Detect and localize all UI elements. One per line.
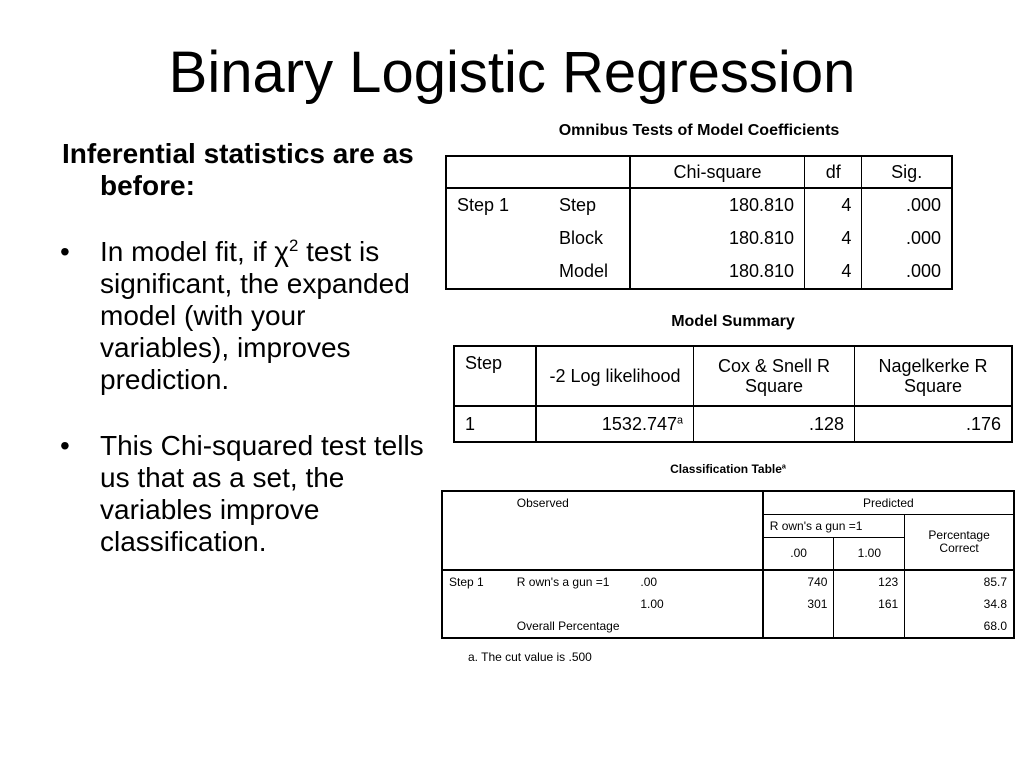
classification-caption <box>441 462 1015 476</box>
bullet-superscript: 2 <box>289 235 299 255</box>
slide-title: Binary Logistic Regression <box>168 40 856 105</box>
footnote: a. The cut value is .500 <box>468 650 592 664</box>
percentage-value: 34.8 <box>905 593 1014 615</box>
count-col-0: 301 <box>763 593 834 615</box>
empty-cell <box>763 615 834 638</box>
header-empty-cell <box>634 491 762 515</box>
bullet-item-model-fit <box>62 236 432 396</box>
table-row <box>442 593 1014 615</box>
header-cox-snell: Cox & Snell R Square <box>694 346 855 406</box>
table-header-row <box>442 515 1014 538</box>
bullet-text: This Chi-squared test tells us that as a set, the variables improve classification. <box>100 430 424 557</box>
empty-cell <box>511 593 635 615</box>
header-chi-square: Chi-square <box>630 156 805 188</box>
count-col-1: 161 <box>834 593 905 615</box>
empty-cell <box>442 593 511 615</box>
table-row <box>446 255 952 289</box>
table-header-row <box>442 491 1014 515</box>
omnibus-table <box>445 155 953 290</box>
step-label: Step 1 <box>457 195 510 215</box>
row-label: Model <box>549 255 630 289</box>
bullet-text-post: test is significant, the expanded model (with your variables), improves prediction. <box>100 236 410 395</box>
section-heading: Inferential statistics are as before: <box>62 138 414 201</box>
classification-caption-text: Classification Table <box>670 462 782 476</box>
footnote-marker: a <box>781 461 786 471</box>
empty-cell <box>446 255 549 289</box>
table-header-row <box>446 156 952 188</box>
row-label: Step <box>549 188 630 222</box>
percentage-value: 85.7 <box>905 570 1014 593</box>
table-header-row <box>454 346 1012 406</box>
table-row <box>446 222 952 255</box>
table-row <box>454 406 1012 442</box>
header-sig: Sig. <box>862 156 952 188</box>
count-col-0: 740 <box>763 570 834 593</box>
header-variable: R own's a gun =1 <box>763 515 905 538</box>
sig-value: .000 <box>905 228 941 248</box>
empty-cell <box>511 538 635 570</box>
step-value: 1 <box>454 406 536 442</box>
sig-value: .000 <box>905 195 941 215</box>
df-value: 4 <box>805 222 862 255</box>
cox-snell-value: .128 <box>694 406 855 442</box>
model-summary-table <box>453 345 1013 443</box>
value-label: .00 <box>640 574 658 589</box>
bullet-list <box>62 236 432 558</box>
overall-label: Overall Percentage <box>516 618 620 633</box>
sig-value: .000 <box>905 261 941 281</box>
empty-cell <box>442 515 511 538</box>
header-nagelkerke: Nagelkerke R Square <box>855 346 1013 406</box>
empty-cell <box>834 615 905 638</box>
header-observed: Observed <box>516 496 569 511</box>
empty-cell <box>511 515 635 538</box>
table-row <box>446 188 952 222</box>
header-df: df <box>805 156 862 188</box>
overall-percentage-value: 68.0 <box>905 615 1014 638</box>
count-col-1: 123 <box>834 570 905 593</box>
empty-cell <box>634 515 762 538</box>
log-likelihood-value <box>536 406 694 442</box>
bullet-dot: • <box>60 236 70 267</box>
chi-square-value: 180.810 <box>630 222 805 255</box>
classification-table <box>441 490 1015 639</box>
table-row <box>442 570 1014 593</box>
empty-cell <box>442 615 511 638</box>
header-step: Step <box>454 346 536 406</box>
empty-cell <box>442 538 511 570</box>
value-label: 1.00 <box>640 596 664 611</box>
header-predicted: Predicted <box>763 491 1014 515</box>
header-log-likelihood: -2 Log likelihood <box>536 346 694 406</box>
nagelkerke-value: .176 <box>965 413 1001 434</box>
header-empty-cell <box>442 491 511 515</box>
empty-cell <box>634 538 762 570</box>
log-likelihood-number: 1532.747 <box>601 413 677 434</box>
footnote-marker: a <box>676 414 683 427</box>
model-summary-caption: Model Summary <box>671 313 795 330</box>
header-col-1: 1.00 <box>834 538 905 570</box>
header-col-0: .00 <box>763 538 834 570</box>
df-value: 4 <box>805 188 862 222</box>
empty-cell <box>446 222 549 255</box>
chi-square-value: 180.810 <box>630 188 805 222</box>
row-label: Block <box>549 222 630 255</box>
header-percentage-correct: Percentage Correct <box>905 515 1014 570</box>
table-row <box>442 615 1014 638</box>
chi-square-value: 180.810 <box>630 255 805 289</box>
header-empty-cell <box>549 156 630 188</box>
bullet-item-chi-squared <box>62 430 432 558</box>
omnibus-caption: Omnibus Tests of Model Coefficients <box>558 122 840 139</box>
variable-label: R own's a gun =1 <box>516 574 610 589</box>
df-value: 4 <box>805 255 862 289</box>
step-label: Step 1 <box>449 574 484 589</box>
bullet-text-pre: In model fit, if χ <box>100 236 289 267</box>
header-empty-cell <box>446 156 549 188</box>
left-text-block <box>62 138 432 558</box>
bullet-dot: • <box>60 430 70 461</box>
